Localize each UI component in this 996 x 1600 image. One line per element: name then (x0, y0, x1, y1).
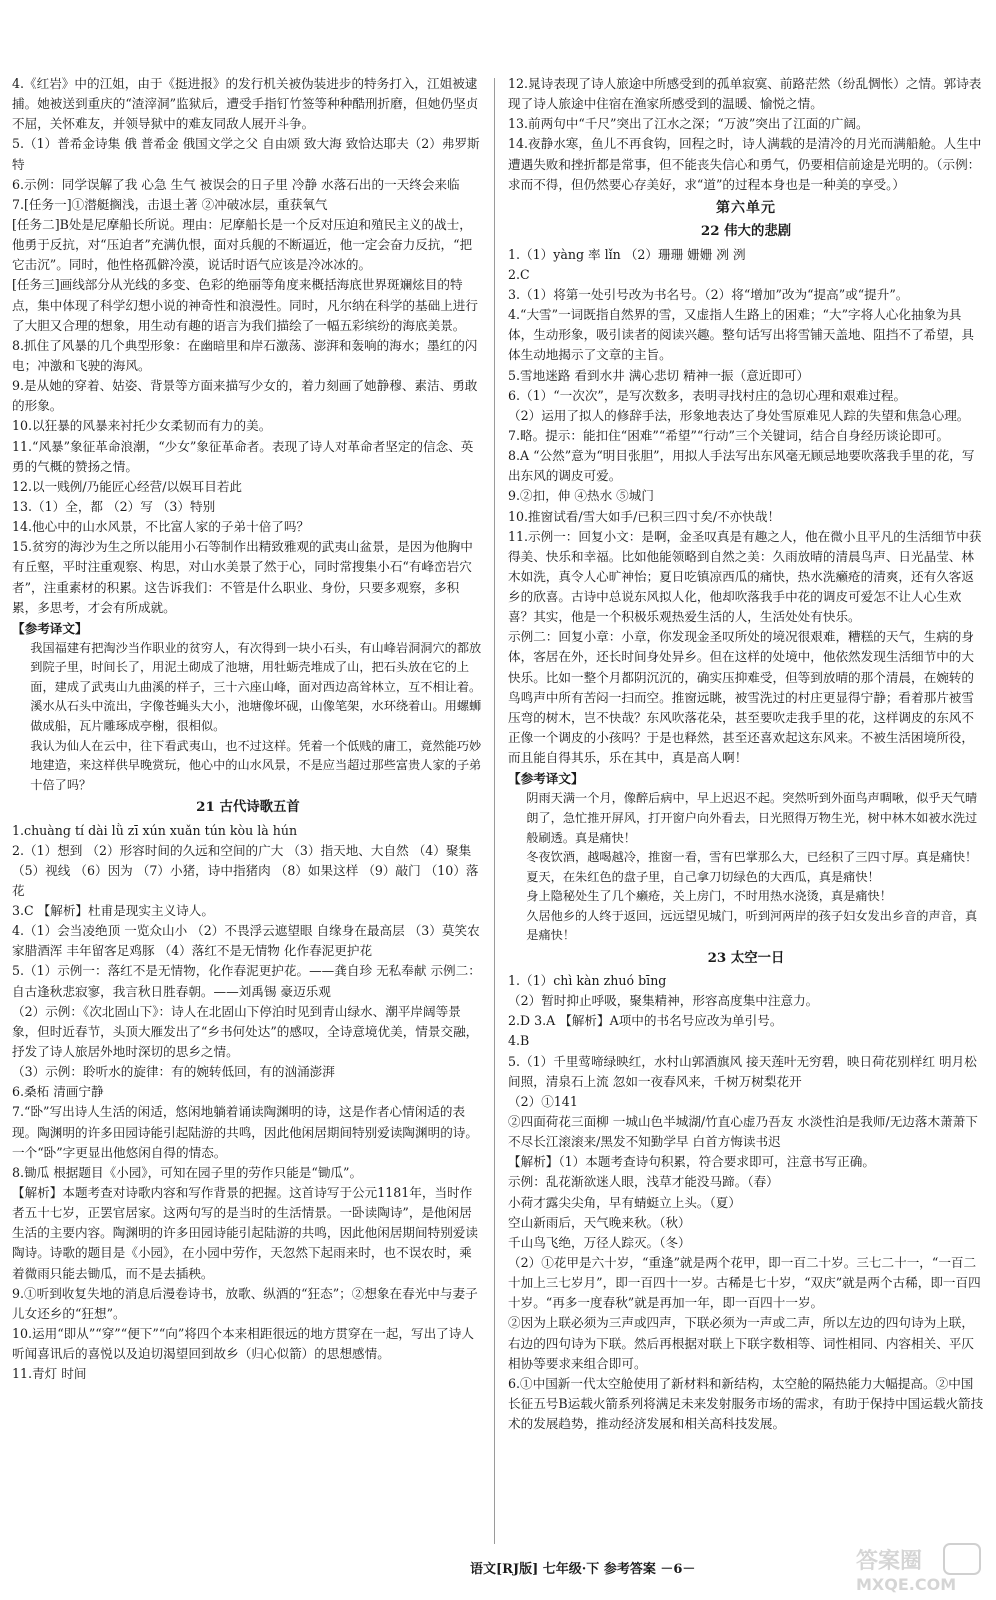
answer-item: （2）示例：《次北固山下》：诗人在北固山下停泊时见到青山绿水、潮平岸阔等景象，但时近春节，头顶大雁发出了“乡书何处达”的感叹，全诗意境优美，情景交融，抒发了诗人旅居外地时深切的思乡之情。 (12, 1003, 479, 1060)
svg-text:MXQE.COM: MXQE.COM (856, 1575, 957, 1594)
answer-item: 6.桑柘 清画宁静 (12, 1084, 104, 1100)
answer-item: ②四面荷花三面柳 一城山色半城湖/竹直心虚乃吾友 水淡性泊是我师/无边落木萧萧下 不尽长江滚滚来/黑发不知勤学早 白首方悔读书迟 (508, 1114, 982, 1150)
answer-item: 8.抓住了风暴的几个典型形象：在幽暗里和岸石激荡、澎湃和轰响的海水；墨红的闪电；冲激和飞驶的海风。 (12, 337, 478, 373)
answer-item: 小荷才露尖尖角，早有蜻蜓立上头。（夏） (508, 1194, 741, 1210)
left-column (12, 74, 484, 1548)
answer-item: 10.以狂暴的风暴来衬托少女柔韧而有力的美。 (12, 418, 272, 434)
answer-item: 13.前两句中“千尺”突出了江水之深；“万波”突出了江面的广阔。 (508, 116, 869, 132)
answer-item: 9.①听到收复失地的消息后漫卷诗书，放歌、纵酒的“狂态”；②想象在春光中与妻子儿女还乡的“狂想”。 (12, 1285, 478, 1321)
answer-item: 12.以一贱例/乃能匠心经营/以娱耳目若此 (12, 478, 243, 494)
answer-item: 7.略。提示：能扣住“困难”“希望”“行动”三个关键词，结合自身经历谈论即可。 (508, 427, 950, 443)
answer-item: [任务三]画线部分从光线的多变、色彩的绝丽等角度来概括海底世界斑斓炫目的特点，集中体现了科学幻想小说的神奇性和浪漫性。同时，凡尔纳在科学的基础上进行了大胆又合理的想象，用生动有趣的语言为我们描绘了一幅五彩缤纷的海底美景。 (12, 277, 478, 333)
answer-item: 14.夜静水寒，鱼儿不再食钩，回程之时，诗人满载的是清冷的月光而满船舱。人生中遭遇失败和挫折都是常事，但不能丧失信心和勇气，仍要相信前途是光明的。（示例：求而不得，但仍然要心存美好，求“道”的过程本身也是一种美的享受。） (508, 136, 982, 192)
answer-item: 3.C 【解析】杜甫是现实主义诗人。 (12, 903, 214, 919)
answer-item: （3）示例：聆听水的旋律：有的婉转低回，有的汹涌澎湃 (12, 1064, 335, 1080)
section-title: 22 伟大的悲剧 (700, 223, 792, 240)
watermark-icon (848, 1540, 988, 1596)
answer-item: [任务二]B处是尼摩船长所说。理由：尼摩船长是一个反对压迫和殖民主义的战士，他勇于反抗，对“压迫者”充满仇恨，面对兵舰的不断逼近，他一定会奋力反抗，“把它击沉”。同时，他性格孤僻冷漠，说话时语气应该是冷冰冰的。 (12, 216, 473, 273)
footer-text: 语文[RJ版] 七年级·下 参考答案 －6－ (470, 1562, 696, 1577)
answer-item: 7.[任务一]①潜艇搁浅，击退土著 ②冲破冰层，重获氧气 (12, 196, 328, 212)
answer-item: 4.《红岩》中的江姐，由于《挺进报》的发行机关被伪装进步的特务打入，江姐被逮捕。她被送到重庆的“渣滓洞”监狱后，遭受手指钉竹签等种种酷刑折磨，但她仍坚贞不屈，关怀难友，并领导狱中的难友同敌人展开斗争。 (12, 76, 479, 132)
answer-item: 10.运用“即从”“穿”“便下”“向”将四个本来相距很远的地方贯穿在一起，写出了诗人听闻喜讯后的喜悦以及迫切渴望回到故乡（归心似箭）的思想感情。 (12, 1326, 474, 1362)
answer-item: 4.“大雪”一词既指自然界的雪，又虚指人生路上的困难；“大”字将人心化抽象为具体，生动形象，吸引读者的阅读兴趣。整句话写出将雪铺天盖地、阻挡不了希望，具体生动地揭示了文章的主旨。 (508, 307, 974, 363)
answer-item: 【解析】（1）本题考查诗句积累，符合要求即可，注意书写正确。 (508, 1154, 875, 1170)
translation-paragraph: 阴雨天满一个月，像醉后病中，早上迟迟不起。突然听到外面鸟声啁啾，似乎天气晴朗了，急忙推开屏风，打开窗户向外看去，日光照得万物生光，树中林木如被水洗过般刷透。真是痛快！ (526, 791, 978, 845)
unit-title: 第六单元 (716, 199, 776, 216)
answer-item: 1.（1）yàng 率 lǐn （2）珊珊 姗姗 冽 洌 (508, 246, 746, 262)
translation-paragraph: 身上隐秘处生了几个癞疮，关上房门，不时用热水浇烫，真是痛快！ (526, 889, 892, 904)
answer-item: （2）①141 (508, 1093, 578, 1109)
translation-paragraph: 夏天，在朱红色的盘子里，自己拿刀切绿色的大西瓜，真是痛快！ (526, 869, 880, 884)
answer-item: 9.②扣，伸 ④热水 ⑤城门 (508, 488, 654, 504)
answer-item: 6.示例：同学误解了我 心急 生气 被误会的日子里 冷静 水落石出的一天终会来临 (12, 176, 460, 192)
answer-item: 示例：乱花渐欲迷人眼，浅草才能没马蹄。（春） (508, 1174, 779, 1190)
translation-paragraph: 冬夜饮酒，越喝越冷，推窗一看，雪有巴掌那么大，已经积了三四寸厚。真是痛快！ (526, 850, 978, 865)
answer-item: 2.（1）想到 （2）形容时间的久远和空间的广大 （3）指天地、大自然 （4）聚集 （5）视线 （6）因为 （7）小猪，诗中指猪肉 （8）如果这样 （9）敲门 （10）落花 (12, 842, 479, 898)
answer-item: 5.（1）示例一：落红不是无情物，化作春泥更护花。——龚自珍 无私奉献 示例二：自古逢秋悲寂寥，我言秋日胜春朝。——刘禹锡 豪迈乐观 (12, 963, 481, 999)
answer-item: ②因为上联必须为三声或四声，下联必须为一声或二声，所以左边的四句诗为上联，右边的四句诗为下联。然后再根据对联上下联字数相等、词性相同、内容相关、平仄相协等要求来组合即可。 (508, 1315, 974, 1371)
svg-text:答案圈: 答案圈 (856, 1549, 923, 1574)
right-column (508, 74, 984, 1548)
answer-item: 1.（1）chì kàn zhuó bīng (508, 973, 667, 989)
answer-item: （2）运用了拟人的修辞手法，形象地表达了身处雪原难见人踪的失望和焦急心理。 (508, 407, 970, 423)
section-title: 21 古代诗歌五首 (196, 799, 300, 816)
answer-item: 11.“风暴”象征革命浪潮，“少女”象征革命者。表现了诗人对革命者坚定的信念、英勇的气概的赞扬之情。 (12, 438, 474, 474)
right-top-answers (508, 74, 984, 195)
answer-item: 14.他心中的山水风景，不比富人家的子弟十倍了吗？ (12, 519, 310, 535)
answer-item: 千山鸟飞绝，万径人踪灭。（冬） (508, 1234, 691, 1250)
translation-paragraph: 我认为仙人在云中，往下看武夷山，也不过这样。凭着一个低贱的庸工，竟然能巧妙地建造，来这样供早晚赏玩，他心中的山水风景，不是应当超过那些富贵人家的子弟十倍了吗？ (30, 738, 482, 792)
section-22-answers (508, 245, 984, 769)
answer-item: 8.锄瓜 根据题目《小园》，可知在园子里的劳作只能是“锄瓜”。 (12, 1164, 363, 1180)
answer-item: 15.贫穷的海沙为生之所以能用小石等制作出精致雅观的武夷山盆景，是因为他胸中有丘壑，平时注重观察、构思，对山水美景了然于心，同时常搜集小石“有峰峦岩穴者”，注重素材的积累。这告诉我们：不管是什么职业、身份，只要多观察，多积累，多思考，才会有所成就。 (12, 539, 473, 615)
answer-item: 5.（1）普希金诗集 俄 普希金 俄国文学之父 自由颂 致大海 致恰达耶夫（2）弗罗斯特 (12, 136, 480, 172)
answer-item: 11.示例一：回复小文：是啊，金圣叹真是有趣之人，他在微小且平凡的生活细节中获得美、快乐和幸福。比如他能领略到自然之美：久雨放晴的清晨鸟声、日光晶莹、林木如洗，真令人心旷神怡；夏日吃镇凉西瓜的痛快，热水洗癞疮的清爽，还有久客返乡的欣喜。古诗中总说东风拟人化，他却吹落我手中花的调皮可爱怎不让人心生欢喜？其实，他是一个积极乐观热爱生活的人，生活处处有快乐。 (508, 528, 982, 625)
answer-item: 2.D 3.A 【解析】A项中的书名号应改为单引号。 (508, 1013, 783, 1029)
answer-item: 9.是从她的穿着、姑姿、背景等方面来描写少女的，着力刻画了她静穆、素洁、勇敢的形象。 (12, 378, 478, 414)
answer-item: 1.chuàng tí dài lǜ zī xún xuǎn tún kòu là hún (12, 822, 298, 838)
section-23-answers (508, 971, 984, 1434)
section-21-answers (12, 821, 484, 1385)
answer-item: 13.（1）全，都 （2）写 （3）特别 (12, 498, 216, 514)
answer-item: 示例二：回复小章：小章，你发现金圣叹所处的境况很艰难，糟糕的天气，生病的身体，客居在外，还长时间身处异乡。但在这样的处境中，他依然发现生活细节中的大快乐。比如一整个月都阴沉沉的，确实压抑难受，但等到放晴的那个清晨，在婉转的鸟鸣声中所有苦闷一扫而空。推窗远眺，被雪洗过的村庄更显得宁静；看着那片被雪压弯的树木，岂不快哉？东风吹落花朵，甚至要吹走我手里的花，这样调皮的东风不正像一个调皮的小孩吗？于是也释然，甚至还喜欢起这东风来。不被生活困境所役，而且能自得其乐，乐在其中，真是高人啊！ (508, 629, 974, 766)
reference-translation-heading: 【参考译文】 (12, 620, 88, 636)
answer-item: （2）暂时抑止呼吸，聚集精神，形容高度集中注意力。 (508, 993, 819, 1009)
answer-item: 5.雪地迷路 看到水井 满心悲切 精神一振（意近即可） (508, 367, 810, 383)
translation-paragraph: 久居他乡的人终于返回，远远望见城门，听到河两岸的孩子妇女发出乡音的声音，真是痛快！ (526, 908, 978, 943)
answer-item: 6.（1）“一次次”，是写次数多，表明寻找村庄的急切心理和艰难过程。 (508, 387, 907, 403)
answer-item: （2）①花甲是六十岁，“重逢”就是两个花甲，即一百二十岁。三七二十一，“一百二十加上三七岁月”，即一百四十一岁。古稀是七十岁，“双庆”就是两个古稀，即一百四十岁。“再多一度春秋”就是再加一年，即一百四十一岁。 (508, 1255, 981, 1311)
answer-item: 3.（1）将第一处引号改为书名号。（2）将“增加”改为“提高”或“提升”。 (508, 286, 909, 302)
column-divider (494, 78, 495, 1544)
translation-block (12, 639, 484, 795)
left-answer-list (12, 74, 484, 618)
answer-item: 5.（1）千里莺啼绿映红，水村山郭酒旗风 接天莲叶无穷碧，映日荷花别样红 明月松间照，清泉石上流 忽如一夜春风来，千树万树梨花开 (508, 1053, 977, 1089)
translation-block (508, 789, 984, 945)
answer-item: 6.①中国新一代太空舱使用了新材料和新结构，太空舱的隔热能力大幅提高。②中国长征五号B运载火箭系列将满足未来发射服务市场的需求，有助于保持中国运载火箭技术的发展趋势，推动经济发展和相关高科技发展。 (508, 1375, 984, 1432)
answer-item: 8.A “公然”意为“明目张胆”，用拟人手法写出东风毫无顾忌地要吹落我手里的花，写出东风的调皮可爱。 (508, 448, 975, 484)
reference-translation-heading: 【参考译文】 (508, 771, 584, 787)
answer-item: 11.青灯 时间 (12, 1366, 87, 1382)
answer-item: 4.B (508, 1033, 530, 1049)
answer-item: 【解析】本题考查对诗歌内容和写作背景的把握。这首诗写于公元1181年，当时作者五十七岁，正罢官居家。这两句写的是当时的生活情景。一卧读陶诗”，是他闲居生活的主要内容。陶渊明的许多田园诗能引起陆游的共鸣，因此他闲居期间特别爱读陶诗。诗歌的题目是《小园》，在小园中劳作，天忽然下起雨来时，也不误农时，乘着微雨只能去锄瓜，而不是去插秧。 (12, 1185, 478, 1281)
section-title: 23 太空一日 (707, 949, 785, 966)
watermark-logo (848, 1540, 988, 1596)
answer-item: 2.C (508, 266, 530, 282)
answer-item: 空山新雨后，天气晚来秋。（秋） (508, 1214, 691, 1230)
answer-item: 12.晁诗表现了诗人旅途中所感受到的孤单寂寞、前路茫然（纷乱惆怅）之情。郭诗表现了诗人旅途中住宿在渔家所感受到的温暖、愉悦之情。 (508, 76, 982, 112)
translation-paragraph: 我国福建有把淘沙当作职业的贫穷人，有次得到一块小石头，有山峰岩洞洞穴的都放到院子里，时间长了，用泥土砌成了池塘，用牡蛎壳堆成了山，把石头放在它的上面，建成了武夷山九曲溪的样子，三十六座山峰，面对西边高耸林立，互不相让着。溪水从石头中流出，字像苍蝇头大小，池塘像坏砚，山像笔架，水环绕着山。用螺蛳做成船，瓦片雕琢成亭榭，很相似。 (30, 640, 482, 733)
answer-item: 10.推窗试看/雪大如手/已积三四寸矣/不亦快哉！ (508, 508, 781, 524)
answer-item: 7.“卧”写出诗人生活的闲适，悠闲地躺着诵读陶渊明的诗，这是作者心情闲适的表现。陶渊明的许多田园诗能引起陆游的共鸣，因此他闲居期间特别爱读陶渊明的诗。一个“卧”字更显出他悠闲自得的情态。 (12, 1104, 478, 1160)
answer-item: 4.（1）会当凌绝顶 一览众山小 （2）不畏浮云遮望眼 自缘身在最高层 （3）莫笑农家腊酒浑 丰年留客足鸡豚 （4）落红不是无情物 化作春泥更护花 (12, 923, 480, 959)
page-footer (0, 1558, 996, 1582)
